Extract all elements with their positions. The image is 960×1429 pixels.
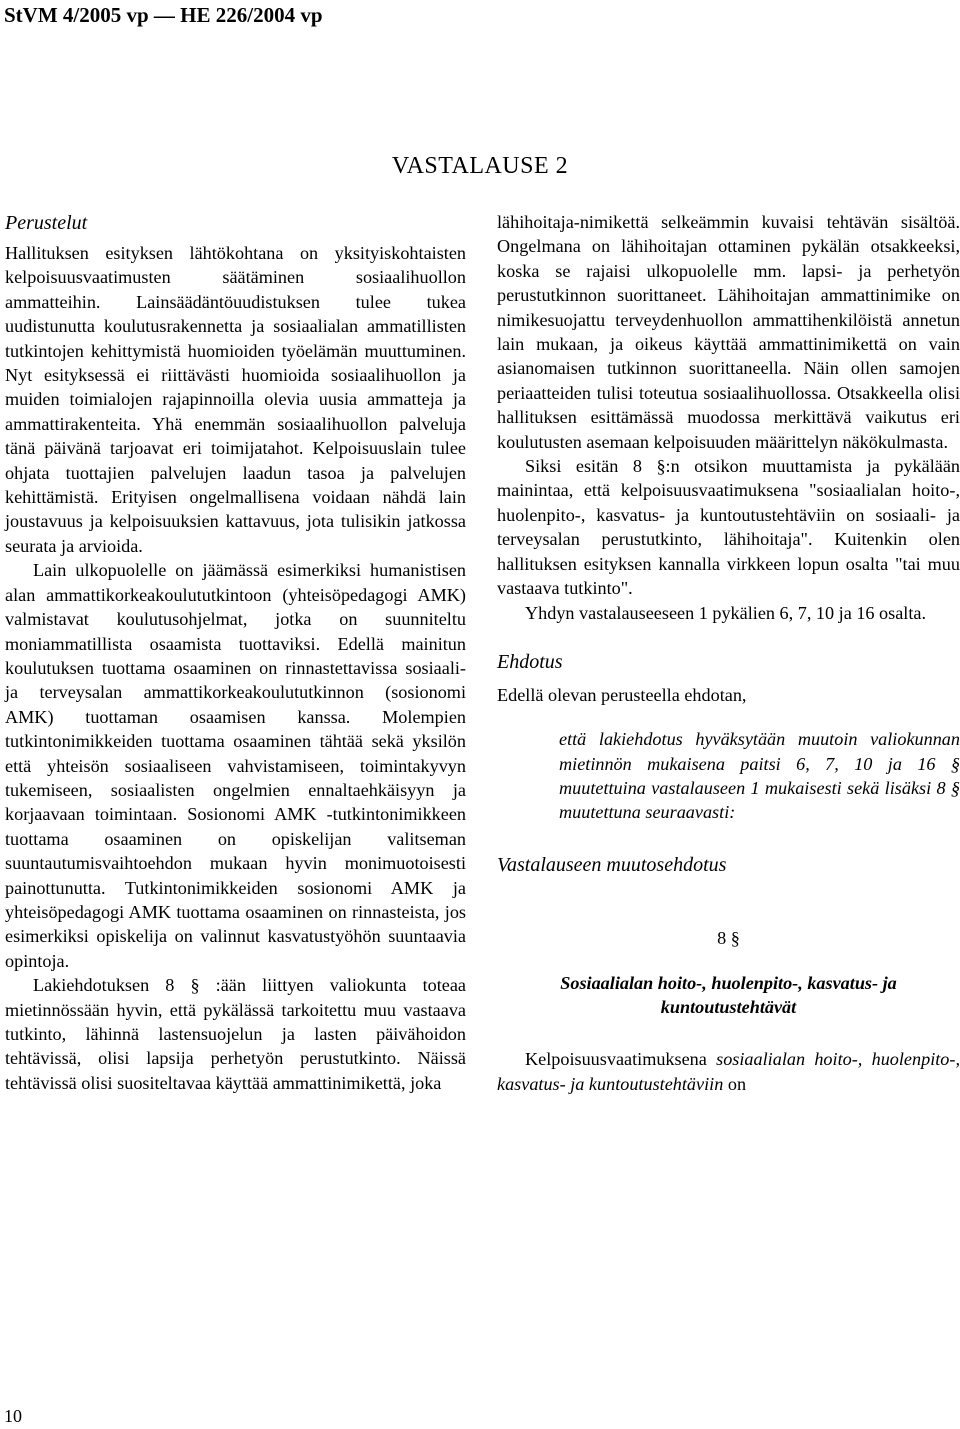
paragraph-italic-text: sosiaalialan hoito-, huolenpito-, kasvatus- ja kuntoutustehtäviin [497,1049,960,1094]
amendment-heading [497,852,960,878]
section-heading-ehdotus: Ehdotus [497,650,563,673]
section-heading-perustelut: Perustelut [5,212,88,234]
paragraph-text: Kelpoisuusvaatimuksena [525,1049,717,1070]
paragraph: Yhdyn vastalauseeseen 1 pykälien 6, 7, 10 ja 16 osalta. [525,602,927,623]
document-header: StVM 4/2005 vp — HE 226/2004 vp [4,3,323,27]
paragraph: Edellä olevan perusteella ehdotan, [497,684,747,705]
paragraph: lähihoitaja-nimikettä selkeämmin kuvaisi tehtävän sisältöä. Ongelmana on lähihoitajan ottaminen pykälän otsakkeeksi, koska se rajaisi ulkopuolelle mm. lapsi- ja perhetyön perustutkinnon suorittaneet. Lähihoitajan ammattinimike on nimikesuojattu terveydenhuollon ammattihenkilöistä annetun lain mukaan, ja oikeus käyttää ammattinimikettä on vain asianomaisen tutkinnon suorittaneella. Näin ollen samojen periaatteiden tulisi toteutua sosiaalihuollossa. Otsakkeella olisi hallituksen esittämässä muodossa merkittävä vaikutus eri koulutusten asemaan kelpoisuuden määrittelyn näkökulmasta. [497,212,960,452]
paragraph-text-end: on [723,1073,747,1094]
paragraph: Siksi esitän 8 §:n otsikon muuttamista ja pykälään mainintaa, että kelpoisuusvaatimuksena "sosiaalialan hoito-, huolenpito-, kasvatus- ja kuntoutustehtäviin on sosiaali- ja terveysalan perustutkinto, lähihoitaja". Kuitenkin olen hallituksen esityksen kannalla virkkeen lopun osalta "tai muu vastaava tutkinto". [497,456,960,599]
paragraph: Lakiehdotuksen 8 § :ään liittyen valiokunta toteaa mietinnössään hyvin, että pykälässä tarkoitettu muu vastaava tutkinto, lähinnä lastensuojelun ja lasten päivähoidon tehtävissä, olisi lapsija perhetyön perustutkinto. Näissä tehtävissä olisi suositeltavaa käyttää ammattinimikettä, joka [5,975,466,1093]
paragraph: Hallituksen esityksen lähtökohtana on yksityiskohtaisten kelpoisuusvaatimusten säätäminen sosiaalihuollon ammatteihin. Lainsäädäntöuudistuksen tulee tukea uudistunutta koulutusrakennetta ja sosiaalialan ammatillisten tutkintojen kehittymistä huomioiden työelämän muuttuminen. Nyt esityksessä ei riittävästi huomioida sosiaalihuollon ja muiden toimialojen rajapinnoilla olevia uusia ammatteja ja ammattirakenteita. Yhä enemmän sosiaalihuollon palveluja tänä päivänä tarjoavat eri toimijatahot. Kelpoisuuslain tulee ohjata tuottajien palvelujen laadun tasoa ja palvelujen kehittämistä. Erityisen ongelmallisena voidaan nähdä lain joustavuus ja kelpoisuuksien kattavuus, jota tulisikin jatkossa seurata ja arvioida. [5,243,466,556]
proposal-text: että lakiehdotus hyväksytään muutoin valiokunnan mietinnön mukaisena paitsi 6, 7, 10 ja 16 § muutettuina vastalauseen 1 mukaisesti sekä lisäksi 8 § muutettuna seuraavasti: [559,729,960,822]
document-title: VASTALAUSE 2 [391,153,569,179]
paragraph: Lain ulkopuolelle on jäämässä esimerkiksi humanistisen alan ammattikorkeakoulututkintoon (yhteisöpedagogi AMK) valmistavat koulutusohjelmat, jotka on suunniteltu moniammatillista osaamista tuottaviksi. Edellä mainitun koulutuksen tuottama osaaminen on rinnastettavissa sosiaali- ja terveysalan ammattikorkeakoulututkinnon (sosionomi AMK) tuottaman osaamisen kanssa. Molempien tutkintonimikkeiden tuottama osaaminen tähtää sekä yksilön että yhteisön sosiaaliseen vahvistamiseen, toimintakyvyn tukemiseen, sosiaalisten ongelmien ennaltaehkäisyyn ja korjaavaan toimintaan. Sosionomi AMK -tutkintonimikkeen tuottama osaaminen on opiskelijan valitseman suuntautumisvaihtoehdon mukaan hyvin monimuotoisesti painottunutta. Tutkintonimikkeiden sosionomi AMK ja yhteisöpedagogi AMK tuottama osaaminen on rinnasteista, jos esimerkiksi opiskelija on valinnut kasvatustyöhön suuntaavia opintoja. [5,560,466,971]
section-number: 8 § [717,928,740,949]
left-column [5,210,466,1095]
page-number: 10 [4,1406,22,1426]
paragraph [497,1047,960,1096]
right-column [497,210,960,1096]
section-title: Sosiaalialan hoito-, huolenpito-, kasvatus- ja kuntoutustehtävät [560,972,897,1017]
amendment-heading-text: Vastalauseen muutosehdotus [497,854,727,877]
